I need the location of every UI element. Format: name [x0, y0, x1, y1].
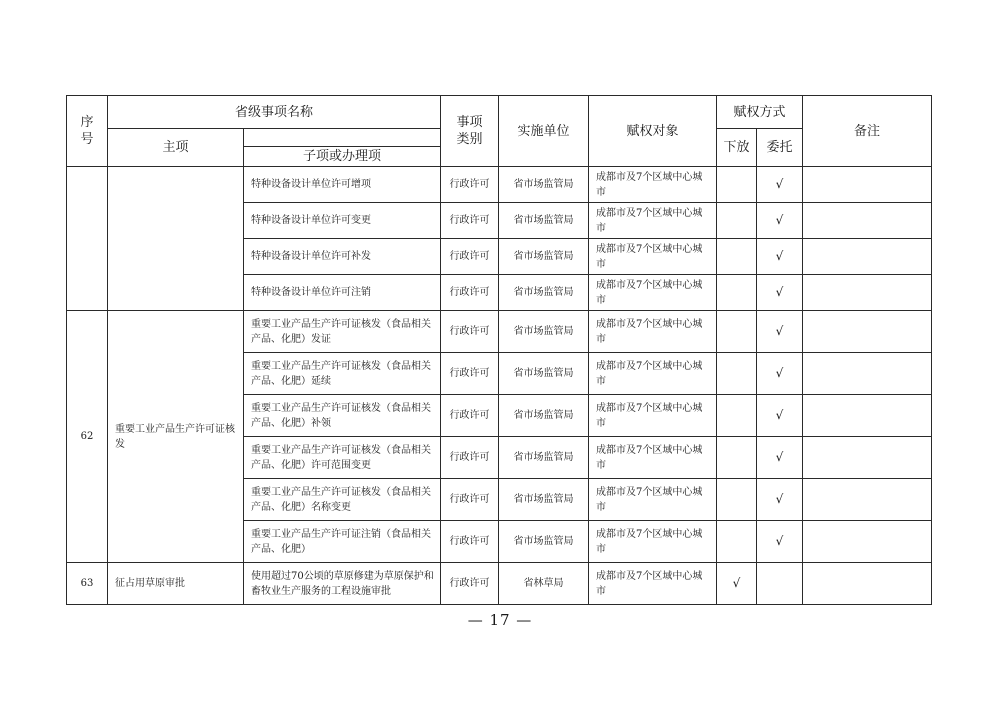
target-cell: 成都市及7个区域中心城市 — [589, 275, 717, 311]
down-cell — [717, 395, 757, 437]
category-cell: 行政许可 — [441, 203, 499, 239]
header-entrust: 委托 — [757, 129, 803, 167]
remark-cell — [803, 521, 932, 563]
category-cell: 行政许可 — [441, 167, 499, 203]
sub-item-cell: 重要工业产品生产许可证核发（食品相关产品、化肥）延续 — [244, 353, 441, 395]
target-cell: 成都市及7个区域中心城市 — [589, 563, 717, 605]
entrust-cell: √ — [757, 167, 803, 203]
sub-item-cell: 特种设备设计单位许可变更 — [244, 203, 441, 239]
entrust-cell: √ — [757, 275, 803, 311]
header-unit: 实施单位 — [499, 96, 589, 167]
unit-cell: 省市场监管局 — [499, 521, 589, 563]
header-method: 赋权方式 — [717, 96, 803, 129]
remark-cell — [803, 353, 932, 395]
unit-cell: 省市场监管局 — [499, 203, 589, 239]
sub-item-cell: 特种设备设计单位许可注销 — [244, 275, 441, 311]
entrust-cell: √ — [757, 479, 803, 521]
header-main-item: 主项 — [108, 129, 244, 167]
header-provincial-name: 省级事项名称 — [108, 96, 441, 129]
target-cell: 成都市及7个区域中心城市 — [589, 437, 717, 479]
sub-item-cell: 重要工业产品生产许可证核发（食品相关产品、化肥）补领 — [244, 395, 441, 437]
category-cell: 行政许可 — [441, 437, 499, 479]
down-cell — [717, 353, 757, 395]
header-category: 事项类别 — [441, 96, 499, 167]
sub-item-cell: 重要工业产品生产许可证注销（食品相关产品、化肥） — [244, 521, 441, 563]
main-item-cell: 征占用草原审批 — [108, 563, 244, 605]
down-cell — [717, 167, 757, 203]
down-cell — [717, 239, 757, 275]
down-cell — [717, 311, 757, 353]
category-cell: 行政许可 — [441, 563, 499, 605]
sub-item-cell: 特种设备设计单位许可补发 — [244, 239, 441, 275]
remark-cell — [803, 275, 932, 311]
category-cell: 行政许可 — [441, 353, 499, 395]
entrust-cell: √ — [757, 395, 803, 437]
page-number: — 17 — — [467, 611, 533, 629]
seq-cell: 62 — [67, 311, 108, 563]
target-cell: 成都市及7个区域中心城市 — [589, 203, 717, 239]
down-cell — [717, 275, 757, 311]
category-cell: 行政许可 — [441, 275, 499, 311]
unit-cell: 省市场监管局 — [499, 167, 589, 203]
unit-cell: 省市场监管局 — [499, 311, 589, 353]
down-cell — [717, 203, 757, 239]
remark-cell — [803, 479, 932, 521]
unit-cell: 省市场监管局 — [499, 239, 589, 275]
entrust-cell: √ — [757, 437, 803, 479]
target-cell: 成都市及7个区域中心城市 — [589, 353, 717, 395]
sub-item-cell: 特种设备设计单位许可增项 — [244, 167, 441, 203]
remark-cell — [803, 395, 932, 437]
delegation-table — [66, 95, 932, 605]
category-cell: 行政许可 — [441, 311, 499, 353]
down-cell — [717, 521, 757, 563]
unit-cell: 省林草局 — [499, 563, 589, 605]
header-sub-item: 子项或办理项 — [244, 147, 441, 167]
category-cell: 行政许可 — [441, 395, 499, 437]
down-cell — [717, 437, 757, 479]
table-row — [67, 563, 932, 605]
seq-cell — [67, 167, 108, 311]
category-cell: 行政许可 — [441, 239, 499, 275]
sub-item-cell: 使用超过70公顷的草原修建为草原保护和畜牧业生产服务的工程设施审批 — [244, 563, 441, 605]
entrust-cell: √ — [757, 311, 803, 353]
entrust-cell: √ — [757, 521, 803, 563]
entrust-cell: √ — [757, 353, 803, 395]
entrust-cell — [757, 563, 803, 605]
table-row — [67, 167, 932, 203]
category-cell: 行政许可 — [441, 521, 499, 563]
sub-item-cell: 重要工业产品生产许可证核发（食品相关产品、化肥）许可范围变更 — [244, 437, 441, 479]
table-row — [67, 311, 932, 353]
unit-cell: 省市场监管局 — [499, 395, 589, 437]
header-seq: 序号 — [67, 96, 108, 167]
target-cell: 成都市及7个区域中心城市 — [589, 395, 717, 437]
entrust-cell: √ — [757, 203, 803, 239]
unit-cell: 省市场监管局 — [499, 479, 589, 521]
remark-cell — [803, 311, 932, 353]
remark-cell — [803, 167, 932, 203]
target-cell: 成都市及7个区域中心城市 — [589, 167, 717, 203]
target-cell: 成都市及7个区域中心城市 — [589, 521, 717, 563]
target-cell: 成都市及7个区域中心城市 — [589, 239, 717, 275]
remark-cell — [803, 203, 932, 239]
entrust-cell: √ — [757, 239, 803, 275]
sub-item-cell: 重要工业产品生产许可证核发（食品相关产品、化肥）名称变更 — [244, 479, 441, 521]
main-item-cell — [108, 167, 244, 311]
category-cell: 行政许可 — [441, 479, 499, 521]
remark-cell — [803, 563, 932, 605]
header-remarks: 备注 — [803, 96, 932, 167]
header-delegate-down: 下放 — [717, 129, 757, 167]
header-target: 赋权对象 — [589, 96, 717, 167]
unit-cell: 省市场监管局 — [499, 437, 589, 479]
target-cell: 成都市及7个区域中心城市 — [589, 479, 717, 521]
main-item-cell: 重要工业产品生产许可证核发 — [108, 311, 244, 563]
header-sub-spacer — [244, 129, 441, 147]
unit-cell: 省市场监管局 — [499, 275, 589, 311]
remark-cell — [803, 239, 932, 275]
target-cell: 成都市及7个区域中心城市 — [589, 311, 717, 353]
down-cell: √ — [717, 563, 757, 605]
down-cell — [717, 479, 757, 521]
unit-cell: 省市场监管局 — [499, 353, 589, 395]
seq-cell: 63 — [67, 563, 108, 605]
remark-cell — [803, 437, 932, 479]
sub-item-cell: 重要工业产品生产许可证核发（食品相关产品、化肥）发证 — [244, 311, 441, 353]
